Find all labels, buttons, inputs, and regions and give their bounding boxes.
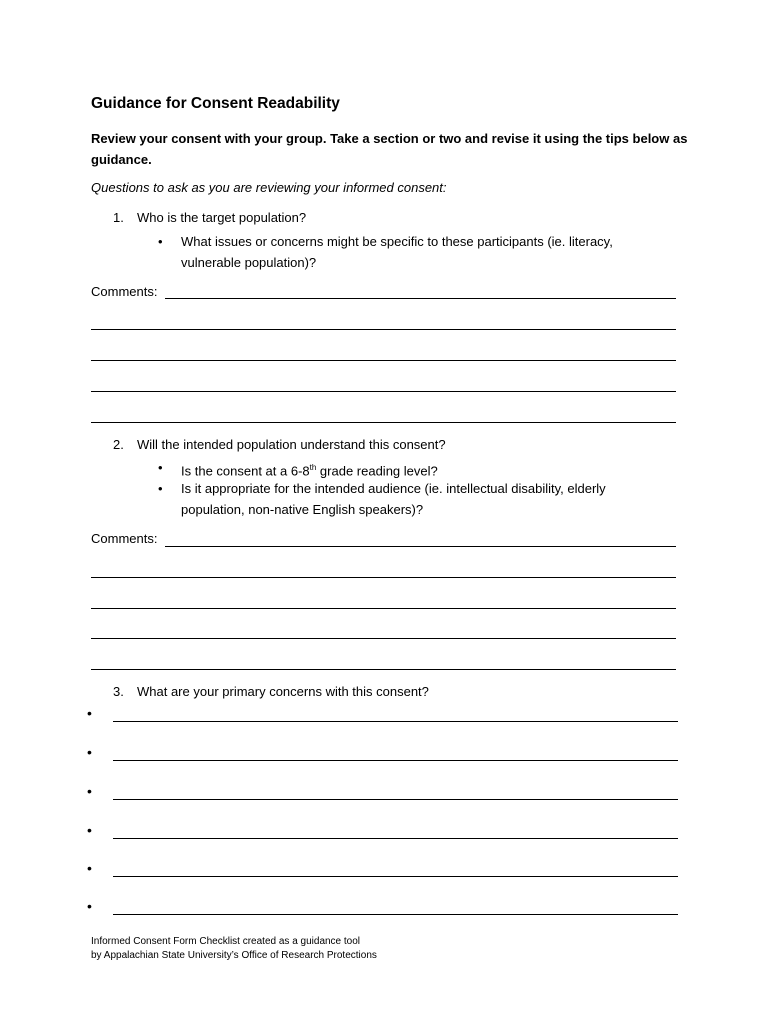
comments-label-1: Comments: xyxy=(91,284,158,299)
bullet-icon: • xyxy=(87,744,92,760)
concern-line[interactable] xyxy=(113,876,678,877)
comments-label-2: Comments: xyxy=(91,531,158,546)
intro-text: Review your consent with your group. Take a section or two and revise it using the tips below as guidance. xyxy=(91,131,688,167)
concern-line[interactable] xyxy=(113,914,678,915)
footer-note xyxy=(91,935,377,963)
bullet-icon: • xyxy=(158,234,163,249)
comment-line[interactable] xyxy=(165,298,676,299)
footer-line-2: by Appalachian State University’s Office of Research Protections xyxy=(91,950,377,961)
comment-line[interactable] xyxy=(91,391,676,392)
comment-line[interactable] xyxy=(165,546,676,547)
page-title: Guidance for Consent Readability xyxy=(91,95,340,112)
comment-line[interactable] xyxy=(91,577,676,578)
question-1-subpoint-text: What issues or concerns might be specific to these participants (ie. literacy, vulnerable population)? xyxy=(181,234,613,270)
concern-line[interactable] xyxy=(113,760,678,761)
question-1-number: 1. xyxy=(113,210,124,225)
question-1-text: Who is the target population? xyxy=(137,210,307,225)
bullet-icon: • xyxy=(158,460,163,475)
bullet-icon: • xyxy=(87,705,92,721)
question-2-number: 2. xyxy=(113,437,124,452)
comment-line[interactable] xyxy=(91,669,676,670)
bullet-icon: • xyxy=(87,822,92,838)
question-2 xyxy=(113,437,446,452)
question-3 xyxy=(113,684,429,699)
question-2-text: Will the intended population understand this consent? xyxy=(137,437,446,452)
bullet-icon: • xyxy=(158,481,163,496)
question-2-subpoint-1-text: Is the consent at a 6-8th grade reading level? xyxy=(181,463,438,479)
concern-line[interactable] xyxy=(113,799,678,800)
comment-line[interactable] xyxy=(91,608,676,609)
question-2-subpoint-2-text: Is it appropriate for the intended audience (ie. intellectual disability, elderly population, non-native English speakers)? xyxy=(181,481,606,517)
bullet-icon: • xyxy=(87,860,92,876)
concern-line[interactable] xyxy=(113,838,678,839)
comment-line[interactable] xyxy=(91,422,676,423)
question-3-text: What are your primary concerns with this consent? xyxy=(137,684,429,699)
questions-prompt: Questions to ask as you are reviewing your informed consent: xyxy=(91,180,447,195)
concern-line[interactable] xyxy=(113,721,678,722)
footer-line-1: Informed Consent Form Checklist created as a guidance tool xyxy=(91,936,361,947)
question-3-number: 3. xyxy=(113,684,124,699)
comment-line[interactable] xyxy=(91,360,676,361)
bullet-icon: • xyxy=(87,898,92,914)
comment-line[interactable] xyxy=(91,638,676,639)
comment-line[interactable] xyxy=(91,329,676,330)
bullet-icon: • xyxy=(87,783,92,799)
question-1 xyxy=(113,210,306,225)
